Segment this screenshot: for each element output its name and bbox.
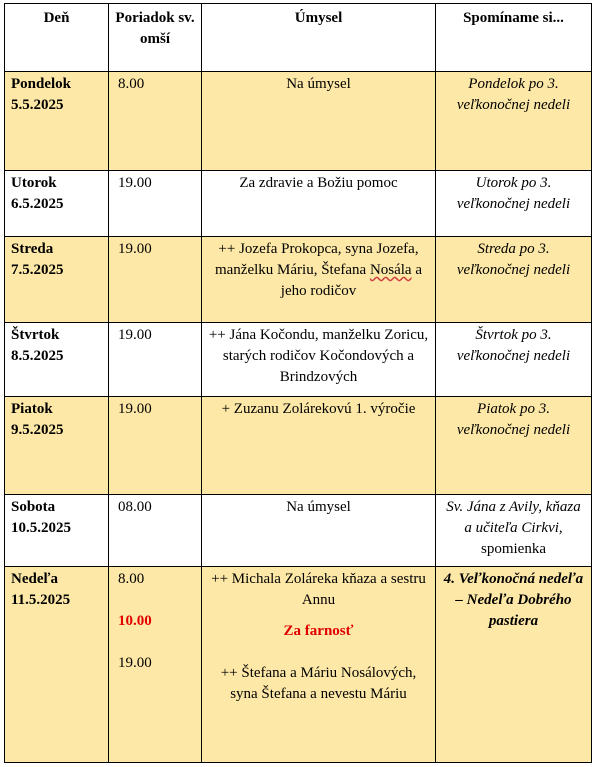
header-row xyxy=(5,4,592,72)
spellcheck-underline: Nosála xyxy=(369,262,412,278)
time-cell: 19.00 xyxy=(109,171,202,237)
intent-cell: ++ Michala Zoláreka kňaza a sestru Annu Za farnosť ++ Štefana a Máriu Nosálových, syna Štefana a nevestu Máriu xyxy=(202,567,436,763)
time-cell: 08.00 xyxy=(109,495,202,567)
table-row xyxy=(5,237,592,323)
header-remembrance: Spomíname si... xyxy=(436,4,592,72)
time-cell: 8.00 xyxy=(109,72,202,171)
time-cell: 19.00 xyxy=(109,237,202,323)
memo-cell: Piatok po 3. veľkonočnej nedeli xyxy=(436,397,592,495)
intent-cell: ++ Jozefa Prokopca, syna Jozefa, manželku Máriu, Štefana Nosála a jeho rodičov xyxy=(202,237,436,323)
memo-cell: 4. Veľkonočná nedeľa – Nedeľa Dobrého pastiera xyxy=(436,567,592,763)
memo-cell: Sv. Jána z Avily, kňaza a učiteľa Cirkvi, spomienka xyxy=(436,495,592,567)
day-cell: Sobota 10.5.2025 xyxy=(5,495,109,567)
intent-cell: + Zuzanu Zolárekovú 1. výročie xyxy=(202,397,436,495)
header-mass-order: Poriadok sv. omší xyxy=(109,4,202,72)
intent-cell: ++ Jána Kočondu, manželku Zoricu, starých rodičov Kočondových a Brindzových xyxy=(202,323,436,397)
day-cell: Nedeľa 11.5.2025 xyxy=(5,567,109,763)
intent-cell: Za zdravie a Božiu pomoc xyxy=(202,171,436,237)
table-row xyxy=(5,323,592,397)
header-day: Deň xyxy=(5,4,109,72)
time-cell: 19.00 xyxy=(109,323,202,397)
memo-cell: Pondelok po 3. veľkonočnej nedeli xyxy=(436,72,592,171)
table-row xyxy=(5,72,592,171)
day-cell: Streda 7.5.2025 xyxy=(5,237,109,323)
day-cell: Utorok 6.5.2025 xyxy=(5,171,109,237)
memo-cell: Streda po 3. veľkonočnej nedeli xyxy=(436,237,592,323)
day-cell: Pondelok 5.5.2025 xyxy=(5,72,109,171)
table-row xyxy=(5,397,592,495)
memo-cell: Utorok po 3. veľkonočnej nedeli xyxy=(436,171,592,237)
mass-schedule-table xyxy=(4,3,592,763)
day-cell: Piatok 9.5.2025 xyxy=(5,397,109,495)
table-row xyxy=(5,171,592,237)
intent-cell: Na úmysel xyxy=(202,495,436,567)
table-row xyxy=(5,567,592,763)
day-cell: Štvrtok 8.5.2025 xyxy=(5,323,109,397)
intent-cell: Na úmysel xyxy=(202,72,436,171)
time-cell: 8.00 10.00 19.00 xyxy=(109,567,202,763)
header-intention: Úmysel xyxy=(202,4,436,72)
table-row xyxy=(5,495,592,567)
memo-cell: Štvrtok po 3. veľkonočnej nedeli xyxy=(436,323,592,397)
time-cell: 19.00 xyxy=(109,397,202,495)
